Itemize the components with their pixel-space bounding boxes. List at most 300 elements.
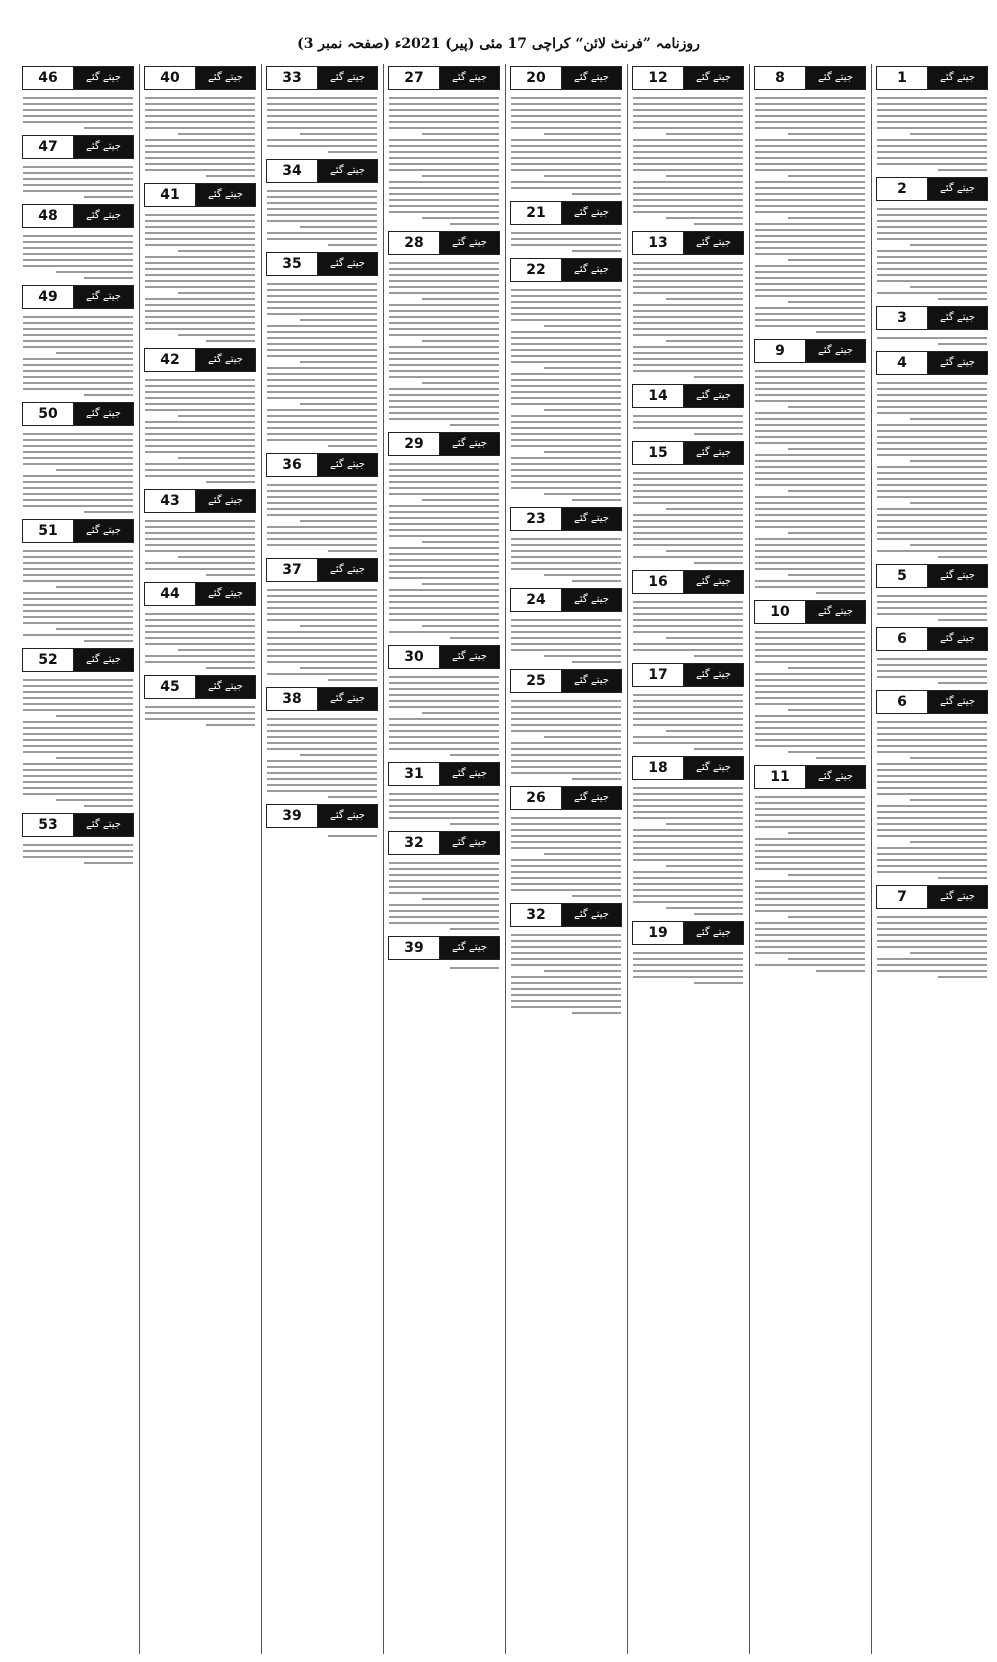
text-line	[267, 421, 377, 423]
text-line	[755, 313, 865, 315]
text-line	[755, 253, 865, 255]
text-line	[389, 109, 499, 111]
text-line	[267, 190, 377, 192]
text-line	[267, 307, 377, 309]
text-line	[877, 514, 987, 516]
notice-header	[22, 66, 134, 90]
notice-label: جیتے گئے	[928, 628, 987, 650]
text-line	[877, 145, 987, 147]
text-line	[23, 247, 133, 249]
text-line	[877, 157, 987, 159]
notice-body-text	[510, 282, 622, 501]
text-line	[694, 376, 743, 378]
text-line	[910, 244, 987, 246]
text-line	[23, 781, 133, 783]
text-line	[633, 532, 743, 534]
text-line	[511, 244, 621, 246]
text-line	[633, 145, 743, 147]
text-line	[877, 472, 987, 474]
text-line	[389, 127, 499, 129]
text-line	[755, 223, 865, 225]
notice-item	[266, 558, 378, 681]
notice-body-text	[266, 582, 378, 681]
notice-column	[388, 64, 500, 1654]
text-line	[694, 982, 743, 984]
text-line	[389, 280, 499, 282]
text-line	[511, 994, 621, 996]
text-line	[877, 430, 987, 432]
text-line	[450, 637, 499, 639]
notice-label: جیتے گئے	[318, 805, 377, 827]
text-line	[206, 724, 255, 726]
text-line	[877, 292, 987, 294]
text-line	[328, 151, 377, 153]
column-divider	[505, 64, 506, 1654]
text-line	[267, 718, 377, 720]
text-line	[755, 283, 865, 285]
text-line	[755, 520, 865, 522]
notice-label: جیتے گئے	[196, 184, 255, 206]
text-line	[267, 778, 377, 780]
notice-item	[22, 402, 134, 513]
notice-header	[876, 627, 988, 651]
text-line	[755, 229, 865, 231]
text-line	[450, 424, 499, 426]
text-line	[572, 1012, 621, 1014]
text-line	[389, 400, 499, 402]
text-line	[633, 472, 743, 474]
text-line	[755, 436, 865, 438]
notice-body-text	[876, 201, 988, 300]
text-line	[267, 502, 377, 504]
text-line	[877, 658, 987, 660]
notice-body-text	[266, 183, 378, 246]
text-line	[450, 928, 499, 930]
text-line	[755, 478, 865, 480]
notice-body-text	[266, 828, 378, 837]
text-line	[633, 139, 743, 141]
text-line	[633, 415, 743, 417]
text-line	[267, 127, 377, 129]
text-line	[910, 502, 987, 504]
text-line	[23, 121, 133, 123]
text-line	[145, 718, 255, 720]
text-line	[23, 340, 133, 342]
notice-item	[632, 384, 744, 435]
text-line	[450, 223, 499, 225]
text-line	[206, 481, 255, 483]
text-line	[145, 103, 255, 105]
text-line	[544, 451, 621, 453]
text-line	[389, 358, 499, 360]
text-line	[877, 676, 987, 678]
text-line	[23, 241, 133, 243]
text-line	[23, 376, 133, 378]
notice-item	[754, 66, 866, 333]
notice-item	[22, 135, 134, 198]
text-line	[877, 670, 987, 672]
text-line	[23, 751, 133, 753]
text-line	[206, 574, 255, 576]
text-line	[267, 109, 377, 111]
notice-header	[22, 519, 134, 543]
notice-header	[876, 885, 988, 909]
text-line	[178, 649, 255, 651]
text-line	[877, 454, 987, 456]
text-line	[389, 475, 499, 477]
text-line	[145, 544, 255, 546]
text-line	[23, 691, 133, 693]
notice-item	[144, 66, 256, 177]
text-line	[633, 151, 743, 153]
text-line	[84, 640, 133, 642]
text-line	[633, 310, 743, 312]
text-line	[23, 793, 133, 795]
text-line	[755, 388, 865, 390]
notice-header	[144, 66, 256, 90]
text-line	[300, 133, 377, 135]
text-line	[389, 688, 499, 690]
text-line	[633, 964, 743, 966]
notice-header	[388, 231, 500, 255]
text-line	[633, 292, 743, 294]
notice-label: جیتے گئے	[196, 67, 255, 89]
notice-label: جیتے گئے	[684, 664, 743, 686]
text-line	[267, 589, 377, 591]
text-line	[422, 898, 499, 900]
notice-header	[266, 558, 378, 582]
text-line	[755, 556, 865, 558]
text-line	[389, 310, 499, 312]
text-line	[755, 319, 865, 321]
text-line	[633, 625, 743, 627]
text-line	[300, 625, 377, 627]
text-line	[267, 673, 377, 675]
text-line	[755, 733, 865, 735]
notice-number: 17	[633, 664, 684, 686]
text-line	[938, 343, 987, 345]
column-divider	[749, 64, 750, 1654]
notice-body-text	[388, 90, 500, 225]
notice-header	[144, 489, 256, 513]
text-line	[877, 388, 987, 390]
notice-number: 43	[145, 490, 196, 512]
notice-label: جیتے گئے	[928, 352, 987, 374]
text-line	[633, 538, 743, 540]
text-line	[755, 649, 865, 651]
text-line	[389, 577, 499, 579]
text-line	[544, 853, 621, 855]
text-line	[422, 499, 499, 501]
text-line	[755, 241, 865, 243]
text-line	[633, 544, 743, 546]
text-line	[633, 520, 743, 522]
text-line	[755, 127, 865, 129]
text-line	[755, 538, 865, 540]
notice-label: جیتے گئے	[806, 67, 865, 89]
notice-number: 33	[267, 67, 318, 89]
text-line	[633, 358, 743, 360]
notice-body-text	[510, 810, 622, 897]
text-line	[877, 337, 987, 339]
text-line	[511, 637, 621, 639]
text-line	[178, 457, 255, 459]
notice-header	[632, 570, 744, 594]
text-line	[877, 220, 987, 222]
text-line	[788, 832, 865, 834]
notice-number: 41	[145, 184, 196, 206]
text-line	[145, 157, 255, 159]
text-line	[23, 97, 133, 99]
text-line	[145, 532, 255, 534]
text-line	[816, 592, 865, 594]
text-line	[267, 790, 377, 792]
text-line	[511, 238, 621, 240]
text-line	[877, 121, 987, 123]
text-line	[267, 103, 377, 105]
text-line	[877, 769, 987, 771]
notice-number: 45	[145, 676, 196, 698]
text-line	[877, 964, 987, 966]
text-line	[511, 457, 621, 459]
text-line	[633, 847, 743, 849]
text-line	[511, 421, 621, 423]
text-line	[511, 946, 621, 948]
text-line	[755, 850, 865, 852]
text-line	[389, 730, 499, 732]
text-line	[633, 877, 743, 879]
text-line	[23, 346, 133, 348]
text-line	[755, 922, 865, 924]
text-line	[23, 370, 133, 372]
text-line	[877, 139, 987, 141]
text-line	[267, 145, 377, 147]
text-line	[694, 913, 743, 915]
notice-number: 30	[389, 646, 440, 668]
text-line	[267, 490, 377, 492]
text-line	[84, 862, 133, 864]
text-line	[877, 232, 987, 234]
text-line	[511, 319, 621, 321]
text-line	[267, 526, 377, 528]
text-line	[145, 550, 255, 552]
text-line	[389, 619, 499, 621]
text-line	[389, 352, 499, 354]
text-line	[422, 175, 499, 177]
notice-header	[388, 936, 500, 960]
text-line	[877, 424, 987, 426]
notice-body-text	[22, 228, 134, 279]
notice-body-text	[266, 276, 378, 447]
text-line	[633, 631, 743, 633]
notice-column	[144, 64, 256, 1654]
text-line	[877, 268, 987, 270]
text-line	[755, 796, 865, 798]
text-line	[788, 175, 865, 177]
text-line	[511, 619, 621, 621]
text-line	[633, 157, 743, 159]
notice-body-text	[510, 225, 622, 252]
text-line	[788, 667, 865, 669]
text-line	[23, 499, 133, 501]
notice-body-text	[22, 837, 134, 864]
text-line	[267, 385, 377, 387]
notice-body-text	[632, 465, 744, 564]
text-line	[145, 655, 255, 657]
text-line	[389, 115, 499, 117]
notice-body-text	[754, 624, 866, 759]
text-line	[755, 103, 865, 105]
text-line	[877, 922, 987, 924]
text-line	[633, 742, 743, 744]
text-line	[755, 454, 865, 456]
text-line	[511, 115, 621, 117]
text-line	[511, 337, 621, 339]
notice-body-text	[510, 693, 622, 780]
text-line	[422, 541, 499, 543]
text-line	[267, 220, 377, 222]
notice-body-text	[22, 543, 134, 642]
notice-column	[754, 64, 866, 1654]
text-line	[145, 238, 255, 240]
notice-number: 16	[633, 571, 684, 593]
text-line	[23, 685, 133, 687]
text-line	[145, 151, 255, 153]
notice-label: جیتے گئے	[74, 649, 133, 671]
text-line	[389, 181, 499, 183]
notice-header	[144, 675, 256, 699]
text-line	[755, 199, 865, 201]
text-line	[23, 745, 133, 747]
text-line	[877, 721, 987, 723]
notice-header	[266, 66, 378, 90]
text-line	[511, 706, 621, 708]
text-line	[755, 289, 865, 291]
text-line	[877, 256, 987, 258]
text-line	[56, 586, 133, 588]
text-line	[633, 169, 743, 171]
notice-header	[266, 453, 378, 477]
text-line	[23, 103, 133, 105]
notice-item	[510, 903, 622, 1014]
text-line	[877, 733, 987, 735]
text-line	[633, 556, 743, 558]
text-line	[267, 202, 377, 204]
text-line	[267, 301, 377, 303]
text-line	[755, 685, 865, 687]
text-line	[23, 592, 133, 594]
text-line	[23, 856, 133, 858]
text-line	[267, 427, 377, 429]
text-line	[84, 394, 133, 396]
text-line	[633, 607, 743, 609]
notice-item	[876, 351, 988, 558]
text-line	[633, 871, 743, 873]
notice-header	[22, 402, 134, 426]
text-line	[267, 397, 377, 399]
notice-item	[22, 519, 134, 642]
notice-body-text	[22, 309, 134, 396]
text-line	[755, 697, 865, 699]
text-line	[938, 619, 987, 621]
text-line	[511, 391, 621, 393]
text-line	[511, 625, 621, 627]
text-line	[755, 862, 865, 864]
text-line	[633, 724, 743, 726]
text-line	[755, 430, 865, 432]
text-line	[389, 910, 499, 912]
text-line	[788, 916, 865, 918]
text-line	[178, 334, 255, 336]
text-line	[633, 514, 743, 516]
text-line	[633, 817, 743, 819]
notice-number: 6	[877, 691, 928, 713]
notice-body-text	[144, 207, 256, 342]
notice-number: 3	[877, 307, 928, 329]
text-line	[755, 703, 865, 705]
text-line	[511, 145, 621, 147]
text-line	[633, 889, 743, 891]
text-line	[389, 571, 499, 573]
text-line	[755, 586, 865, 588]
text-line	[267, 724, 377, 726]
text-line	[267, 637, 377, 639]
text-line	[633, 262, 743, 264]
text-line	[877, 109, 987, 111]
text-line	[755, 307, 865, 309]
text-line	[145, 463, 255, 465]
notice-body-text	[388, 786, 500, 825]
text-line	[511, 295, 621, 297]
notice-item	[754, 765, 866, 972]
text-line	[328, 679, 377, 681]
notice-header	[388, 645, 500, 669]
text-line	[633, 700, 743, 702]
notice-number: 46	[23, 67, 74, 89]
notice-label: جیتے گئے	[684, 571, 743, 593]
text-line	[145, 391, 255, 393]
text-line	[633, 268, 743, 270]
text-line	[23, 562, 133, 564]
text-line	[633, 526, 743, 528]
text-line	[511, 700, 621, 702]
text-line	[788, 709, 865, 711]
masthead-title: روزنامہ ”فرنٹ لائن“ کراچی 17 مئی (پیر) 2021ء (صفحہ نمبر 3)	[297, 36, 700, 52]
text-line	[755, 838, 865, 840]
text-line	[755, 928, 865, 930]
text-line	[23, 475, 133, 477]
text-line	[633, 490, 743, 492]
text-line	[267, 601, 377, 603]
text-line	[511, 403, 621, 405]
notice-item	[388, 231, 500, 426]
notice-number: 31	[389, 763, 440, 785]
text-line	[389, 376, 499, 378]
text-line	[633, 421, 743, 423]
text-line	[178, 250, 255, 252]
text-line	[877, 214, 987, 216]
text-line	[84, 127, 133, 129]
text-line	[633, 976, 743, 978]
text-line	[633, 352, 743, 354]
text-line	[633, 304, 743, 306]
notice-number: 9	[755, 340, 806, 362]
notice-number: 48	[23, 205, 74, 227]
text-line	[511, 313, 621, 315]
notice-item	[876, 690, 988, 879]
text-line	[23, 358, 133, 360]
text-line	[755, 205, 865, 207]
